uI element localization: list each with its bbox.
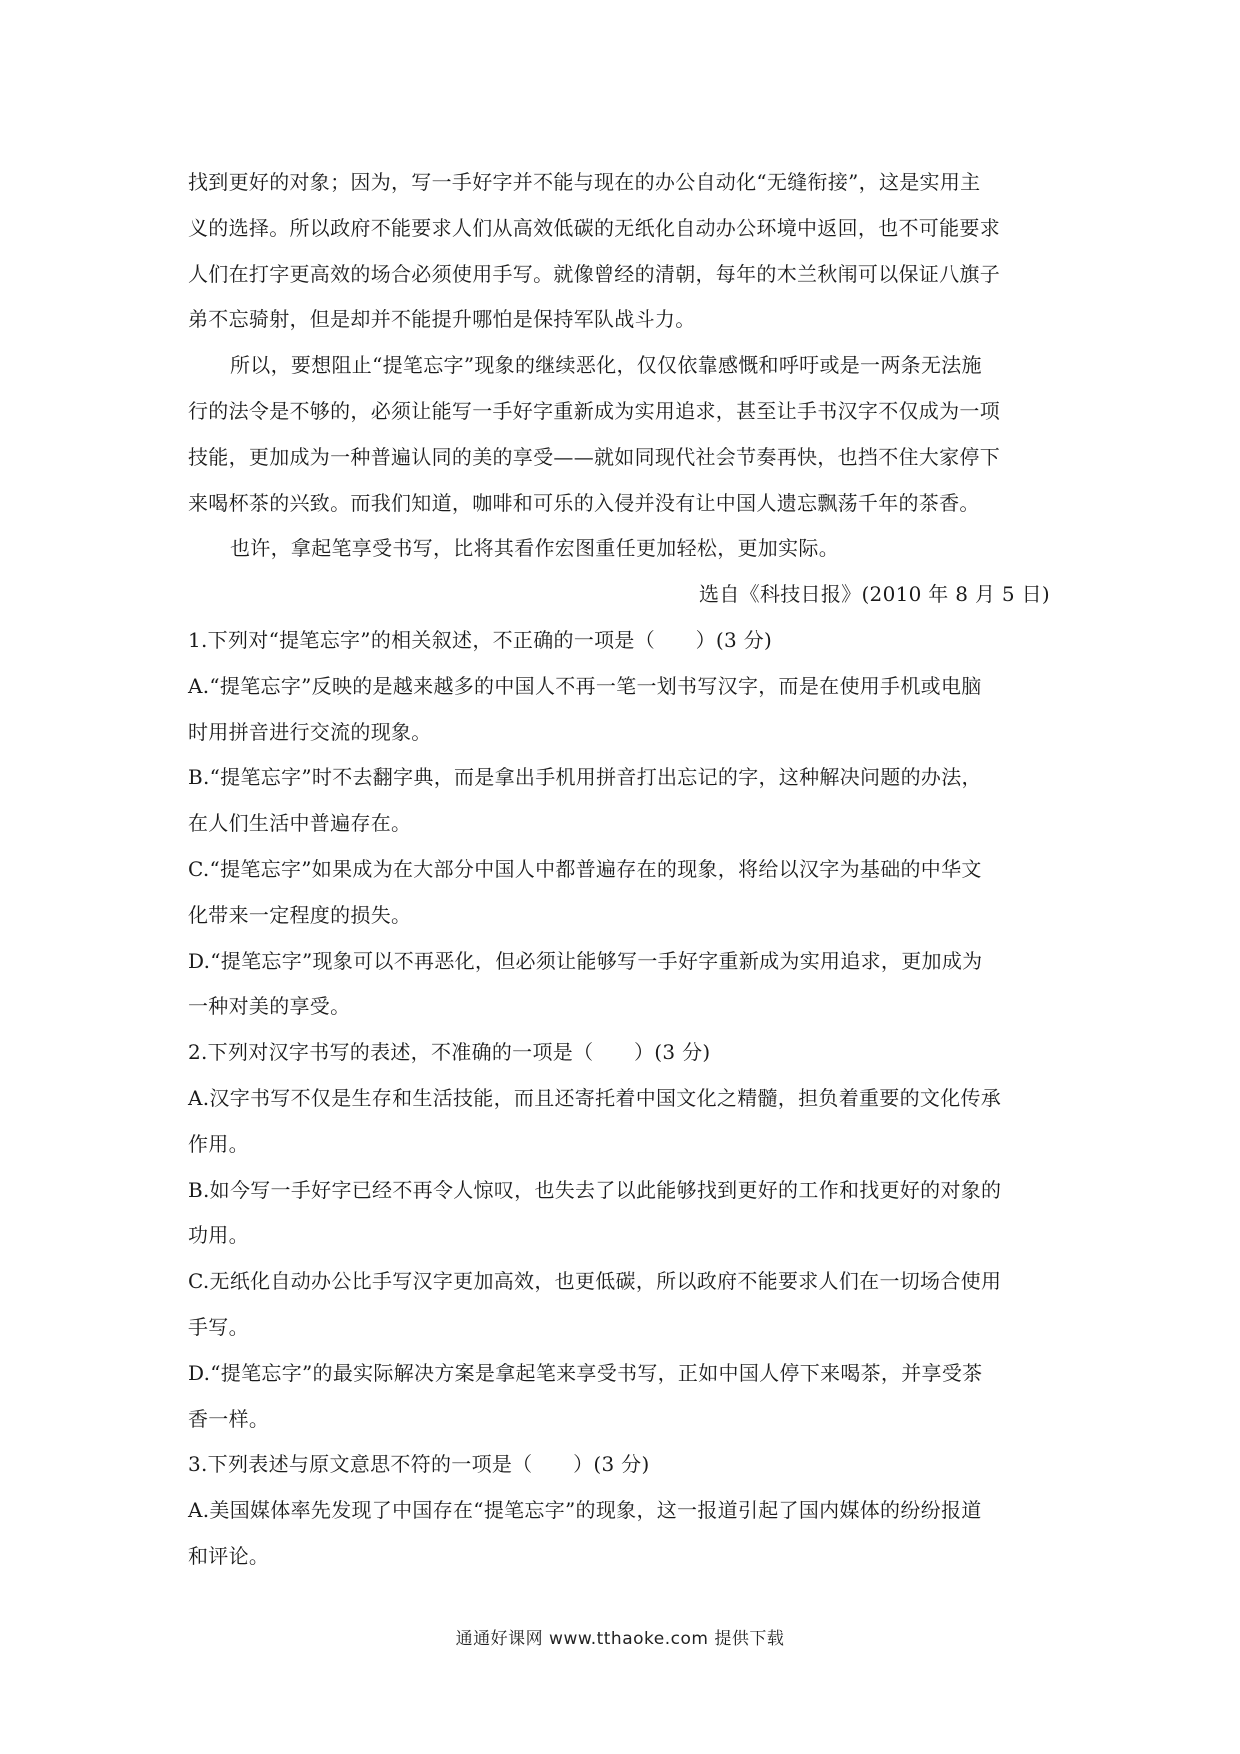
question-1 bbox=[188, 618, 1056, 1030]
passage-line: 义的选择。所以政府不能要求人们从高效低碳的无纸化自动办公环境中返回，也不可能要求 bbox=[188, 215, 1000, 240]
option-a-continued: 和评论。 bbox=[188, 1543, 270, 1568]
passage-paragraph-3 bbox=[188, 526, 1056, 572]
passage-line: 人们在打字更高效的场合必须使用手写。就像曾经的清朝，每年的木兰秋闱可以保证八旗子 bbox=[188, 261, 1000, 286]
option-c-continued: 化带来一定程度的损失。 bbox=[188, 902, 412, 927]
question-stem: 2.下列对汉字书写的表述，不准确的一项是（ ）(3 分) bbox=[188, 1040, 711, 1065]
option-a: A.汉字书写不仅是生存和生活技能，而且还寄托着中国文化之精髓，担负着重要的文化传承 bbox=[188, 1085, 1002, 1110]
option-b: B.“提笔忘字”时不去翻字典，而是拿出手机用拼音打出忘记的字，这种解决问题的办法， bbox=[188, 765, 982, 790]
option-a: A.美国媒体率先发现了中国存在“提笔忘字”的现象，这一报道引起了国内媒体的纷纷报道 bbox=[188, 1498, 982, 1523]
question-stem: 1.下列对“提笔忘字”的相关叙述，不正确的一项是（ ）(3 分) bbox=[188, 627, 773, 652]
question-2 bbox=[188, 1030, 1056, 1442]
page-footer: 通通好课网 www.tthaoke.com 提供下载 bbox=[455, 1629, 785, 1649]
option-d-continued: 香一样。 bbox=[188, 1406, 270, 1431]
passage-line: 找到更好的对象；因为，写一手好字并不能与现在的办公自动化“无缝衔接”，这是实用主 bbox=[188, 170, 981, 194]
passage-source: 选自《科技日报》(2010 年 8 月 5 日) bbox=[699, 582, 1050, 607]
passage-line: 技能，更加成为一种普遍认同的美的享受——就如同现代社会节奏再快，也挡不住大家停下 bbox=[188, 444, 1000, 469]
passage-line: 也许，拿起笔享受书写，比将其看作宏图重任更加轻松，更加实际。 bbox=[230, 536, 839, 561]
passage-line: 弟不忘骑射，但是却并不能提升哪怕是保持军队战斗力。 bbox=[188, 307, 696, 332]
option-b-continued: 功用。 bbox=[188, 1223, 249, 1248]
page-content bbox=[188, 160, 1056, 1580]
option-c: C.无纸化自动办公比手写汉字更加高效，也更低碳，所以政府不能要求人们在一切场合使用 bbox=[188, 1269, 1002, 1294]
option-c-continued: 手写。 bbox=[188, 1314, 249, 1339]
option-a-continued: 时用拼音进行交流的现象。 bbox=[188, 719, 432, 744]
option-a: A.“提笔忘字”反映的是越来越多的中国人不再一笔一划书写汉字，而是在使用手机或电脑 bbox=[188, 673, 982, 698]
passage-paragraph-2 bbox=[188, 343, 1056, 526]
option-d: D.“提笔忘字”现象可以不再恶化，但必须让能够写一手好字重新成为实用追求，更加成为 bbox=[188, 948, 983, 973]
option-b: B.如今写一手好字已经不再令人惊叹，也失去了以此能够找到更好的工作和找更好的对象的 bbox=[188, 1177, 1002, 1202]
passage-line: 行的法令是不够的，必须让能写一手好字重新成为实用追求，甚至让手书汉字不仅成为一项 bbox=[188, 398, 1000, 423]
option-b-continued: 在人们生活中普遍存在。 bbox=[188, 811, 412, 836]
option-a-continued: 作用。 bbox=[188, 1131, 249, 1156]
passage-paragraph-1 bbox=[188, 160, 1056, 343]
option-c: C.“提笔忘字”如果成为在大部分中国人中都普遍存在的现象，将给以汉字为基础的中华文 bbox=[188, 856, 982, 881]
question-stem: 3.下列表述与原文意思不符的一项是（ ）(3 分) bbox=[188, 1452, 650, 1477]
option-d-continued: 一种对美的享受。 bbox=[188, 994, 351, 1019]
passage-line: 来喝杯茶的兴致。而我们知道，咖啡和可乐的入侵并没有让中国人遗忘飘荡千年的茶香。 bbox=[188, 490, 980, 515]
question-3 bbox=[188, 1442, 1056, 1579]
option-d: D.“提笔忘字”的最实际解决方案是拿起笔来享受书写，正如中国人停下来喝茶，并享受茶 bbox=[188, 1360, 983, 1385]
passage-line: 所以，要想阻止“提笔忘字”现象的继续恶化，仅仅依靠感慨和呼吁或是一两条无法施 bbox=[230, 353, 982, 378]
